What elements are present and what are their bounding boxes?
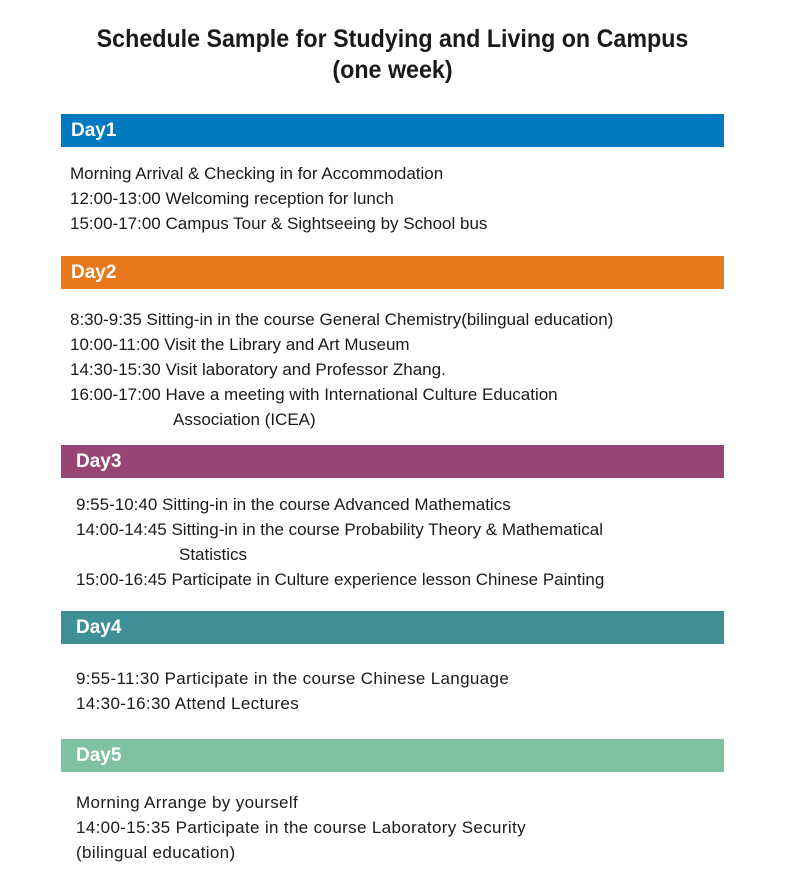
day5-label: Day5: [76, 745, 122, 766]
day5-item: 14:00-15:35 Participate in the course Laboratory Security: [76, 818, 526, 837]
day5-item-continued: (bilingual education): [76, 843, 236, 862]
day2-item: 8:30-9:35 Sitting-in in the course General Chemistry(bilingual education): [70, 310, 614, 329]
day3-item-continued: Statistics: [179, 545, 248, 564]
day2-item-continued: Association (ICEA): [173, 410, 316, 429]
day4-header: [61, 611, 724, 644]
day2-item: 10:00-11:00 Visit the Library and Art Museum: [70, 335, 410, 354]
day1-label: Day1: [71, 120, 117, 141]
day2-item: 16:00-17:00 Have a meeting with International Culture Education: [70, 385, 558, 404]
day5-header: [61, 739, 724, 772]
day3-header: [61, 445, 724, 478]
day4-schedule: [0, 666, 785, 716]
day3-item: 9:55-10:40 Sitting-in in the course Advanced Mathematics: [76, 495, 511, 514]
title-line-1: Schedule Sample for Studying and Living on Campus: [96, 25, 689, 53]
day3-schedule: [0, 492, 785, 592]
day1-item: Morning Arrival & Checking in for Accommodation: [70, 164, 444, 183]
day2-label: Day2: [71, 262, 117, 283]
day5-item: Morning Arrange by yourself: [76, 793, 299, 812]
day2-item: 14:30-15:30 Visit laboratory and Professor Zhang.: [70, 360, 446, 379]
day5-schedule: [0, 790, 785, 865]
day3-label: Day3: [76, 451, 122, 472]
day1-item: 15:00-17:00 Campus Tour & Sightseeing by School bus: [70, 214, 488, 233]
day1-header: [61, 114, 724, 147]
day1-schedule: [0, 161, 785, 236]
day1-item: 12:00-13:00 Welcoming reception for lunch: [70, 189, 394, 208]
day3-item: 15:00-16:45 Participate in Culture experience lesson Chinese Painting: [76, 570, 605, 589]
day2-schedule: [0, 307, 785, 432]
day4-item: 14:30-16:30 Attend Lectures: [76, 694, 300, 713]
page-title: [27, 24, 757, 86]
day4-label: Day4: [76, 617, 122, 638]
day4-item: 9:55-11:30 Participate in the course Chinese Language: [76, 669, 510, 688]
day3-item: 14:00-14:45 Sitting-in in the course Probability Theory & Mathematical: [76, 520, 603, 539]
day2-header: [61, 256, 724, 289]
title-line-2: (one week): [332, 56, 453, 84]
